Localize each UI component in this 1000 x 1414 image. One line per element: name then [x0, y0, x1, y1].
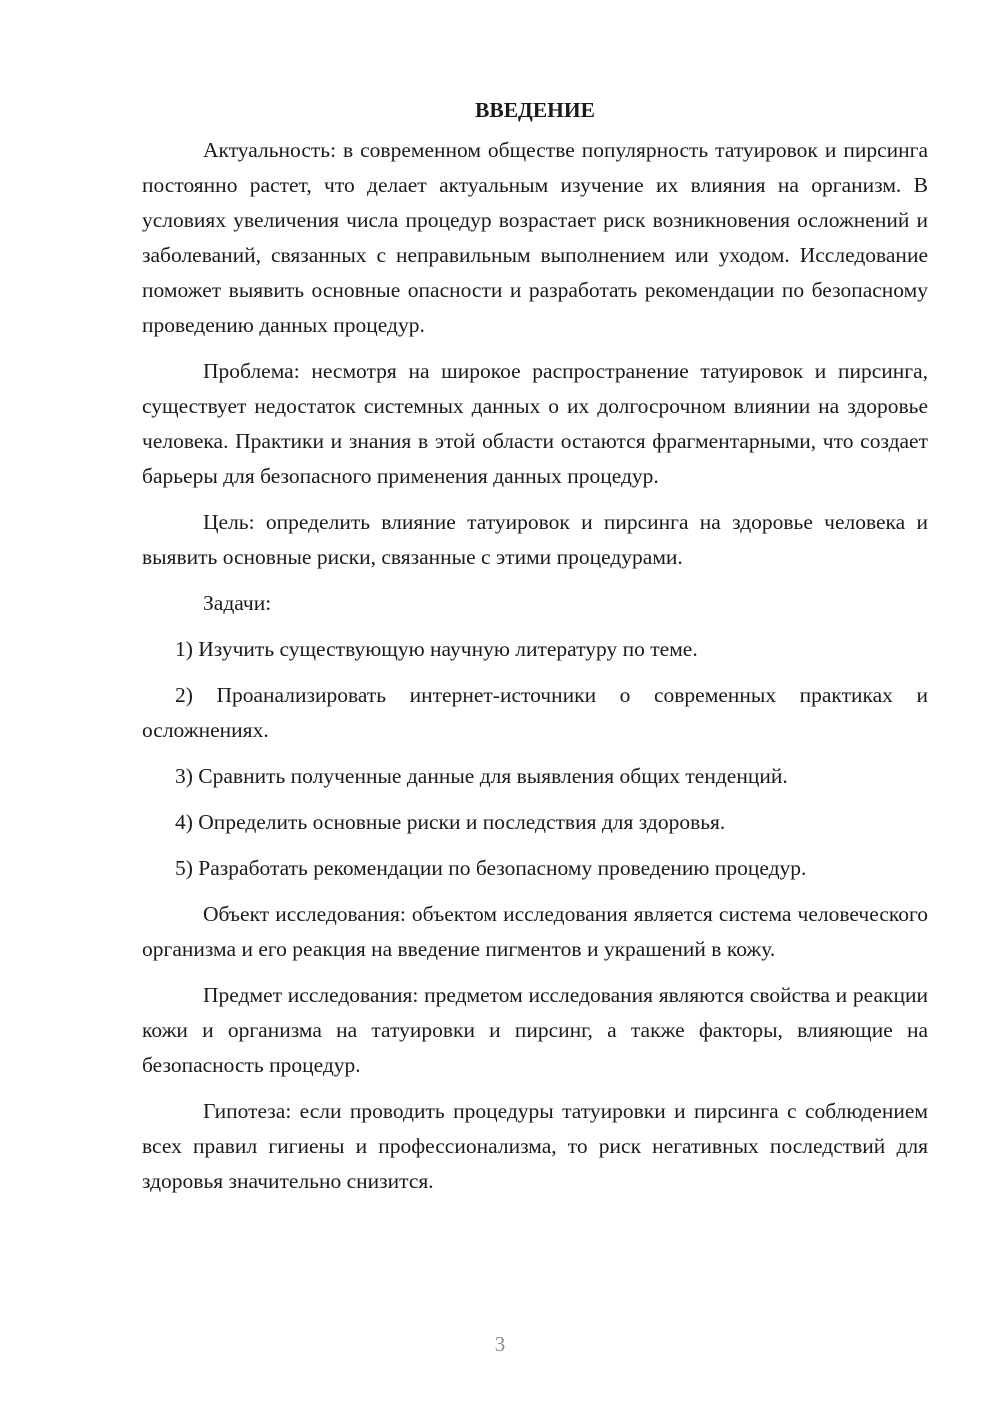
tasks-list [142, 632, 928, 886]
section-title: ВВЕДЕНИЕ [475, 98, 595, 122]
problem-paragraph: Проблема: несмотря на широкое распространение татуировок и пирсинга, существует недостаток системных данных о их долгосрочном влиянии на здоровье человека. Практики и знания в этой области остаются фрагментарными, что создает барьеры для безопасного применения данных процедур. [142, 359, 928, 488]
goal-paragraph: Цель: определить влияние татуировок и пирсинга на здоровье человека и выявить основные риски, связанные с этими процедурами. [142, 510, 928, 569]
tasks-heading: Задачи: [203, 591, 272, 615]
task-item: 4) Определить основные риски и последствия для здоровья. [175, 810, 726, 834]
object-paragraph: Объект исследования: объектом исследования является система человеческого организма и его реакция на введение пигментов и украшений в кожу. [142, 902, 928, 961]
relevance-paragraph: Актуальность: в современном обществе популярность татуировок и пирсинга постоянно растет, что делает актуальным изучение их влияния на организм. В условиях увеличения числа процедур возрастает риск возникновения осложнений и заболеваний, связанных с неправильным выполнением или уходом. Исследование поможет выявить основные опасности и разработать рекомендации по безопасному проведению данных процедур. [142, 138, 928, 337]
task-item: 1) Изучить существующую научную литературу по теме. [175, 637, 698, 661]
task-item: 5) Разработать рекомендации по безопасному проведению процедур. [175, 856, 807, 880]
hypothesis-paragraph: Гипотеза: если проводить процедуры татуировки и пирсинга с соблюдением всех правил гигиены и профессионализма, то риск негативных последствий для здоровья значительно снизится. [142, 1099, 928, 1193]
task-item: 3) Сравнить полученные данные для выявления общих тенденций. [175, 764, 788, 788]
task-item: 2) Проанализировать интернет-источники о современных практиках и осложнениях. [142, 683, 928, 742]
subject-paragraph: Предмет исследования: предметом исследования являются свойства и реакции кожи и организма на татуировки и пирсинг, а также факторы, влияющие на безопасность процедур. [142, 983, 928, 1077]
document-page [142, 92, 928, 1210]
page-number: 3 [494, 1332, 506, 1356]
